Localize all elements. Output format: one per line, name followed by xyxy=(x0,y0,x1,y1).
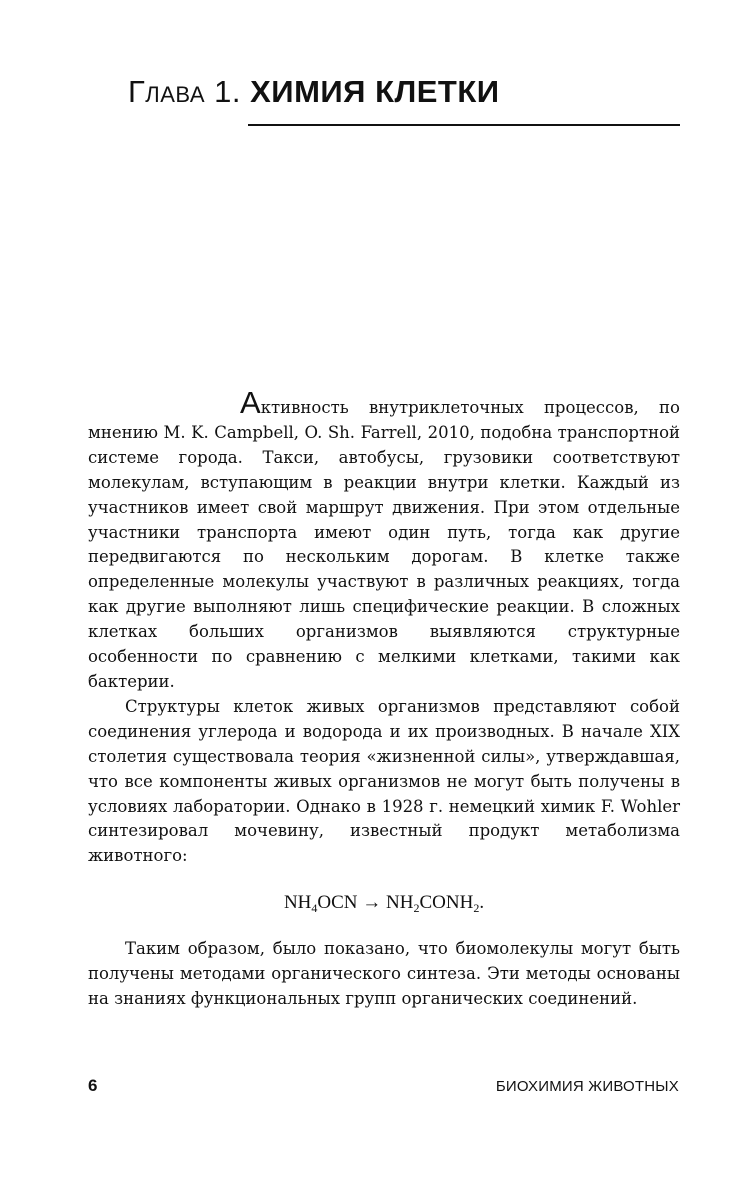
formula-part: NH xyxy=(283,892,312,914)
formula-subscript: 2 xyxy=(413,901,420,916)
formula-subscript: 4 xyxy=(311,901,318,916)
paragraph-1 xyxy=(88,385,680,695)
formula-part: OCN xyxy=(317,892,358,914)
chapter-title: ХИМИЯ КЛЕТКИ xyxy=(250,74,500,109)
chemical-formula xyxy=(88,891,680,915)
drop-cap: А xyxy=(240,385,261,420)
page-number: 6 xyxy=(88,1076,98,1095)
paragraph-2: Структуры клеток живых организмов представляют собой соединения углерода и водорода и их производных. В начале XIX столетия существовала теория «жизненной силы», утверждавшая, что все компоненты живых организмов не могут быть получены в условиях лаборатории. Однако в 1928 г. немецкий химик F. Wohler синтезировал мочевину, известный продукт метаболизма животного: xyxy=(88,696,680,866)
reaction-arrow: → xyxy=(362,892,382,914)
formula-part: CONH xyxy=(419,892,474,914)
paragraph-1-text: ктивность внутриклеточных процессов, по мнению M. K. Campbell, O. Sh. Farrell, 2010, подобна транспортной системе города. Такси, автобусы, грузовики соответствуют молекулам, вступающим в реакции внутри клетки. Каждый из участников имеет свой маршрут движения. При этом отдельные участники транспорта имеют один путь, тогда как другие передвигаются по нескольким дорогам. В клетке также определенные молекулы участвуют в различных реакциях, тогда как другие выполняют лишь специфические реакции. В сложных клетках больших организмов выявляются структурные особенности по сравнению с мелкими клетками, такими как бактерии. xyxy=(88,398,680,691)
formula-subscript: 2 xyxy=(473,901,480,916)
formula-part: NH xyxy=(386,892,414,914)
formula-part: . xyxy=(479,892,485,914)
heading-rule xyxy=(248,124,680,126)
body-text xyxy=(88,385,680,1012)
running-title: БИОХИМИЯ ЖИВОТНЫХ xyxy=(495,1078,679,1095)
paragraph-3: Таким образом, было показано, что биомолекулы могут быть получены методами органического синтеза. Эти методы основаны на знаниях функциональных групп органических соединений. xyxy=(88,939,680,1009)
chapter-heading xyxy=(128,72,500,112)
chapter-label: Глава 1. xyxy=(128,74,241,109)
